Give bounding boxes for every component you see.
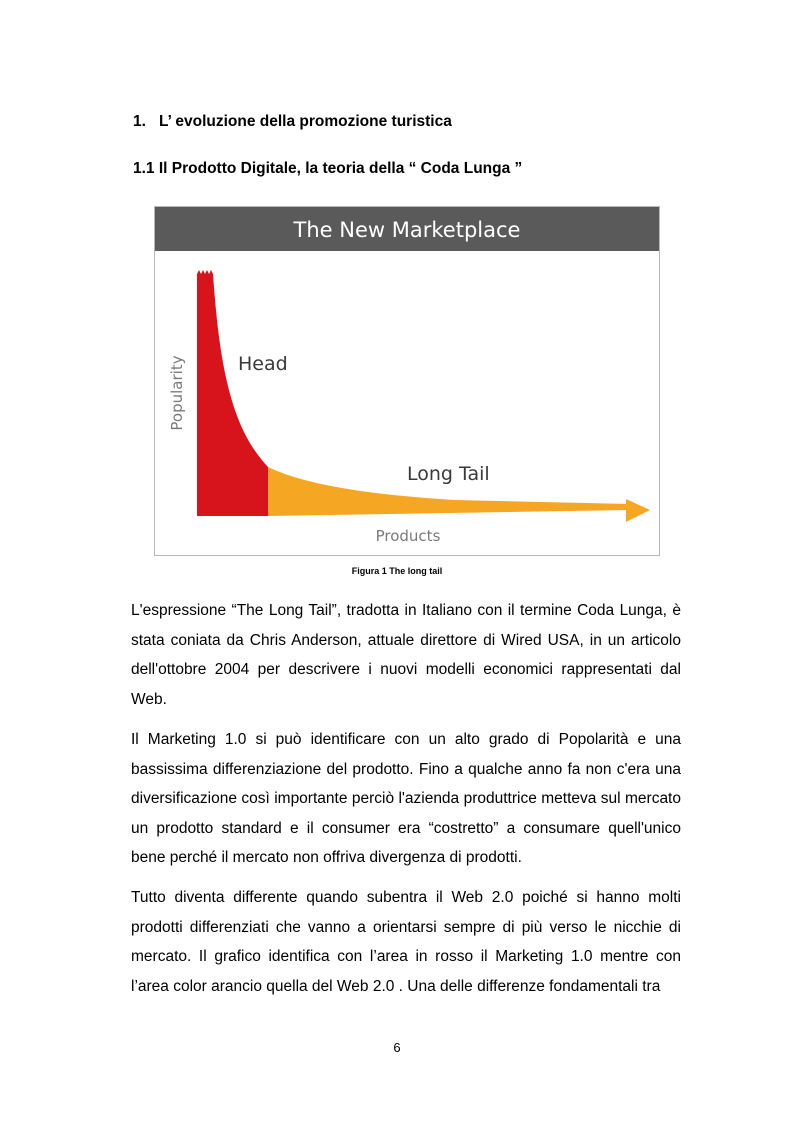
section-title: L’ evoluzione della promozione turistica [159,113,452,130]
y-axis-label: Popularity [168,355,186,431]
page-number: 6 [393,1040,401,1055]
x-axis-label: Products [375,527,441,545]
body-paragraph-3: Tutto diventa differente quando subentra il Web 2.0 poiché si hanno molti prodotti differenziati che vanno a orientarsi sempre di più verso le nicchie di mercato. Il grafico identifica con l’area in rosso il Marketing 1.0 mentre con l’area color arancio quella del Web 2.0 . Una delle differenze fondamentali tra [131,889,681,995]
section-number: 1. [133,113,146,130]
body-paragraph-2: Il Marketing 1.0 si può identificare con un alto grado di Popolarità e una bassissima differenziazione del prodotto. Fino a qualche anno fa non c'era una diversificazione così importante perciò l'azienda produttrice metteva sul mercato un prodotto standard e il consumer era “costretto” a consumare quell'unico bene perché il mercato non offriva divergenza di prodotti. [131,731,681,866]
subsection-heading: 1.1 Il Prodotto Digitale, la teoria della “ Coda Lunga ” [133,160,523,177]
section-heading [133,113,452,131]
long-tail-figure [154,206,660,556]
body-paragraph-1: L'espressione “The Long Tail”, tradotta in Italiano con il termine Coda Lunga, è stata coniata da Chris Anderson, attuale direttore di Wired USA, in un articolo dell'ottobre 2004 per descrivere i nuovi modelli economici rappresentati dal Web. [131,602,681,708]
long-tail-illustration [154,206,660,556]
long-tail-label: Long Tail [407,463,490,485]
figure-title: The New Marketplace [293,218,521,242]
head-label: Head [238,353,288,375]
figure-caption: Figura 1 The long tail [351,566,443,576]
